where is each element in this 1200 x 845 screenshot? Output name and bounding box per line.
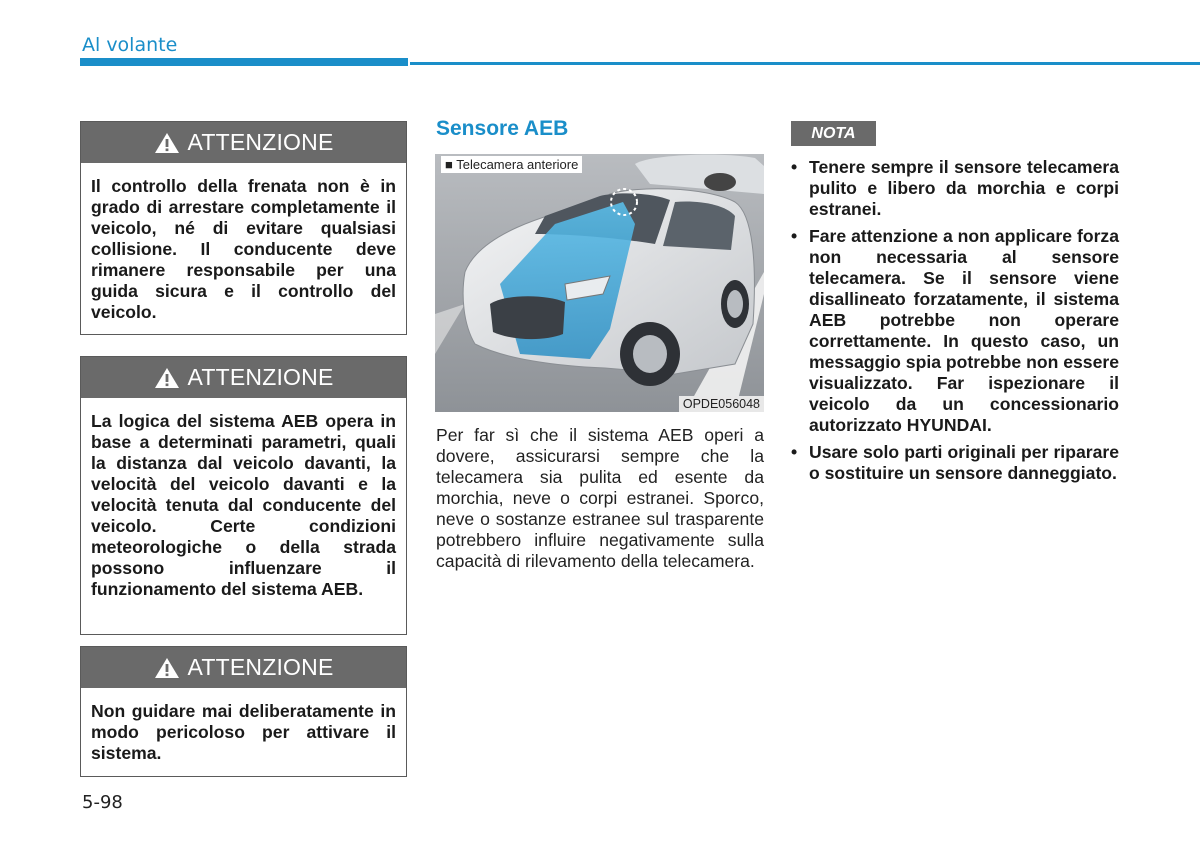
sensor-title: Sensore AEB: [436, 117, 569, 140]
warning-triangle-icon: [154, 132, 180, 154]
warning-header: [81, 647, 406, 688]
list-item: [791, 226, 1119, 436]
warning-text: Non guidare mai deliberatamente in modo pericoloso per attivare il sistema.: [91, 701, 396, 763]
warning-header: [81, 357, 406, 398]
note-item-text: Usare solo parti originali per riparare o sostituire un sensore danneggiato.: [809, 442, 1119, 483]
note-item-text: Tenere sempre il sensore telecamera pulito e libero da morchia e corpi estranei.: [809, 157, 1119, 219]
section-title: Al volante: [82, 34, 178, 56]
bullet: •: [791, 442, 798, 462]
warning-box-2: [80, 356, 407, 635]
warning-box-1: [80, 121, 407, 335]
warning-text: Il controllo della frenata non è in grado di arrestare completamente il veicolo, né di evitare qualsiasi collisione. Il conducente deve rimanere responsabile per una guida sicura e il controllo del veicolo.: [91, 176, 396, 322]
header-rule-thin: [410, 62, 1200, 65]
figure-caption: ■ Telecamera anteriore: [441, 156, 582, 173]
warning-header: [81, 122, 406, 163]
sensor-body-text: Per far sì che il sistema AEB operi a dovere, assicurarsi sempre che la telecamera sia pulita ed esente da morchia, neve o corpi estranei. Sporco, neve o sostanze estranee sul trasparente potrebbero influire negativamente sulla capacità di rilevamento della telecamera.: [436, 425, 764, 571]
warning-triangle-icon: [154, 657, 180, 679]
bullet: •: [791, 157, 798, 177]
list-item: [791, 157, 1119, 220]
page-number: 5-98: [82, 792, 123, 813]
warning-heading: ATTENZIONE: [187, 364, 334, 390]
warning-heading: ATTENZIONE: [187, 654, 334, 680]
header-rule-thick: [80, 58, 408, 66]
note-label: NOTA: [791, 121, 876, 146]
warning-heading: ATTENZIONE: [187, 129, 334, 155]
note-list: [791, 157, 1119, 490]
bullet: •: [791, 226, 798, 246]
warning-box-3: [80, 646, 407, 777]
list-item: [791, 442, 1119, 484]
warning-text: La logica del sistema AEB opera in base a determinati parametri, quali la distanza dal veicolo davanti, la velocità del veicolo davanti e la velocità tenuta dal conducente del veicolo. Certe condizioni meteorologiche o della strada possono influenzare il funzionamento del sistema AEB.: [91, 411, 396, 599]
car-camera-illustration: [435, 154, 764, 412]
figure-code: OPDE056048: [679, 396, 764, 412]
camera-figure: [435, 154, 764, 412]
warning-triangle-icon: [154, 367, 180, 389]
note-item-text: Fare attenzione a non applicare forza non necessaria al sensore telecamera. Se il sensore viene disallineato forzatamente, il sistema AEB potrebbe non operare correttamente. In questo caso, un messaggio spia potrebbe non essere visualizzato. Far ispezionare il veicolo da un concessionario autorizzato HYUNDAI.: [809, 226, 1119, 435]
